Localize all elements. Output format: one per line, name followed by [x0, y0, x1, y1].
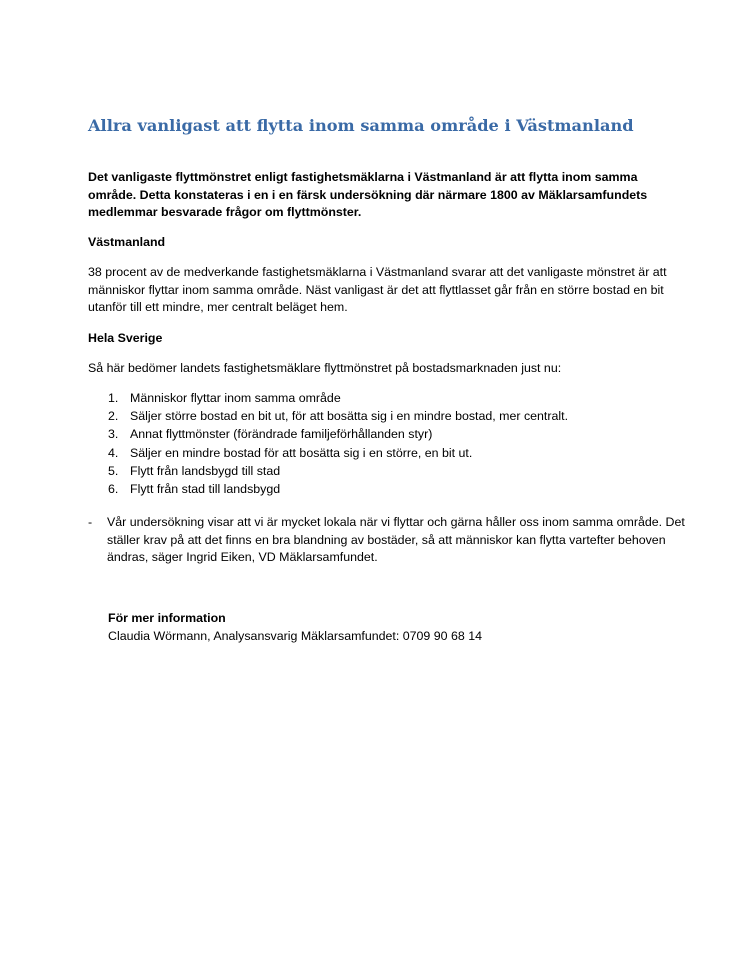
quote-text: Vår undersökning visar att vi är mycket lokala när vi flyttar och gärna håller oss inom samma område. Det ställer krav på att det finns en bra blandning av bostäder, så att människor kan flytta vartefter behoven ändras, säger Ingrid Eiken, VD Mäklarsamfundet. — [107, 515, 685, 564]
section-text-vastmanland: 38 procent av de medverkande fastighetsmäklarna i Västmanland svarar att det vanligaste mönstret är att människor flyttar inom samma område. Näst vanligast är det att flyttlasset går från en större bostad en bit utanför till ett mindre, mer centralt beläget hem. — [88, 265, 667, 314]
section-heading-vastmanland: Västmanland — [88, 235, 166, 249]
list-number: 3. — [108, 427, 119, 442]
list-item-text: Människor flyttar inom samma område — [130, 391, 341, 405]
list-item-text: Flytt från landsbygd till stad — [130, 463, 281, 478]
list-item-text: Annat flyttmönster (förändrade familjeförhållanden styr) — [130, 427, 433, 442]
list-item — [108, 480, 568, 498]
list-item — [108, 462, 568, 480]
list-item — [108, 444, 568, 462]
list-item — [108, 389, 568, 407]
contact-heading: För mer information — [108, 611, 226, 625]
list-item — [108, 425, 568, 443]
quote-paragraph — [88, 514, 688, 567]
list-item-text: Säljer större bostad en bit ut, för att bosätta sig i en mindre bostad, mer centralt. — [130, 409, 569, 424]
contact-text: Claudia Wörmann, Analysansvarig Mäklarsamfundet: 0709 90 68 14 — [108, 628, 482, 643]
list-item — [108, 407, 568, 425]
document-title: Allra vanligast att flytta inom samma område i Västmanland — [88, 116, 634, 135]
list-number: 6. — [108, 482, 119, 497]
quote-dash: - — [88, 515, 93, 529]
list-number: 5. — [108, 463, 119, 478]
lead-paragraph: Det vanligaste flyttmönstret enligt fastighetsmäklarna i Västmanland är att flytta inom samma område. Detta konstateras i en i en färsk undersökning där närmare 1800 av Mäklarsamfundets medlemmar besvarade frågor om flyttmönster. — [88, 170, 648, 219]
contact-info — [108, 610, 482, 645]
list-item-text: Säljer en mindre bostad för att bosätta sig i en större, en bit ut. — [130, 445, 473, 460]
list-item-text: Flytt från stad till landsbygd — [130, 482, 281, 497]
flyttmonster-list — [108, 389, 568, 498]
list-number: 2. — [108, 409, 119, 424]
section-heading-hela-sverige: Hela Sverige — [88, 331, 163, 345]
section-intro-hela-sverige: Så här bedömer landets fastighetsmäklare flyttmönstret på bostadsmarknaden just nu: — [88, 361, 562, 375]
list-number: 1. — [108, 391, 119, 405]
list-number: 4. — [108, 445, 119, 460]
